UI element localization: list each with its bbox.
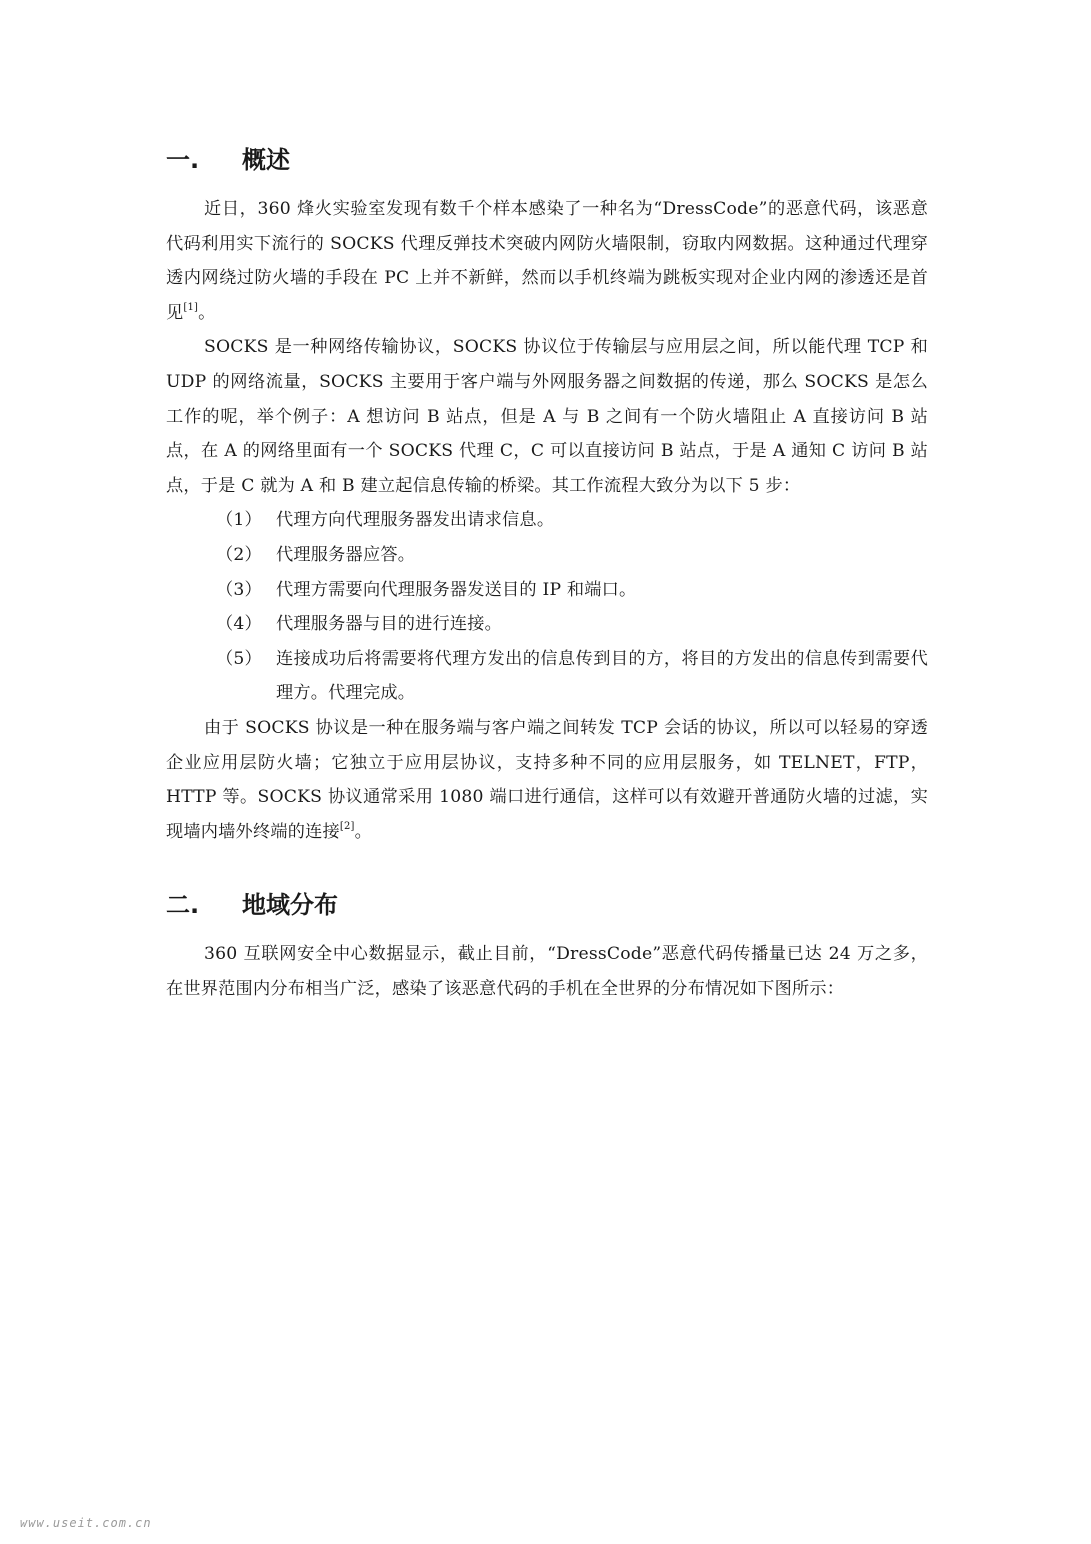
paragraph-socks-explanation: SOCKS 是一种网络传输协议，SOCKS 协议位于传输层与应用层之间，所以能代理 TCP 和 UDP 的网络流量，SOCKS 主要用于客户端与外网服务器之间数据的传递，那么 SOCKS 是怎么工作的呢，举个例子：A 想访问 B 站点，但是 A 与 B 之间有一个防火墙阻止 A 直接访问 B 站点，在 A 的网络里面有一个 SOCKS 代理 C，C 可以直接访问 B 站点，于是 A 通知 C 访问 B 站点，于是 C 就为 A 和 B 建立起信息传输的桥梁。其工作流程大致分为以下 5 步： [166,337,928,496]
list-item [166,642,928,711]
section-heading-distribution [166,885,928,925]
watermark: www.useit.com.cn [20,1516,152,1530]
paragraph-end: 。 [198,302,216,323]
step-index: （5） [216,648,262,669]
section-title: 概述 [242,146,290,174]
section-heading-overview [166,140,928,180]
step-text: 代理服务器应答。 [276,544,416,565]
list-item [166,607,928,642]
paragraph-distribution: 360 互联网安全中心数据显示，截止目前，“DressCode”恶意代码传播量已达 24 万之多，在世界范围内分布相当广泛，感染了该恶意代码的手机在全世界的分布情况如下图所示： [166,944,928,999]
document-page [166,140,928,1006]
paragraph-intro [166,192,928,330]
paragraph-socks-firewall [166,711,928,849]
section-number: 二. [166,891,200,920]
citation-ref[interactable]: [2] [339,820,355,832]
section-title: 地域分布 [242,891,338,920]
step-index: （2） [216,544,262,565]
step-text: 连接成功后将需要将代理方发出的信息传到目的方，将目的方发出的信息传到需要代理方。代理完成。 [276,648,928,704]
step-index: （3） [216,579,262,600]
step-text: 代理方向代理服务器发出请求信息。 [276,510,555,531]
list-item [166,538,928,573]
list-item [166,573,928,608]
steps-list [166,503,928,711]
step-text: 代理服务器与目的进行连接。 [276,614,503,635]
paragraph-text: 由于 SOCKS 协议是一种在服务端与客户端之间转发 TCP 会话的协议，所以可以轻易的穿透企业应用层防火墙；它独立于应用层协议，支持多种不同的应用层服务，如 TELNET，FTP，HTTP 等。SOCKS 协议通常采用 1080 端口进行通信，这样可以有效避开普通防火墙的过滤，实现墙内墙外终端的连接 [166,717,928,842]
citation-ref[interactable]: [1] [183,301,199,313]
list-item [166,503,928,538]
step-index: （4） [216,614,262,635]
step-text: 代理方需要向代理服务器发送目的 IP 和端口。 [276,579,637,600]
step-index: （1） [216,510,262,531]
paragraph-text: 近日，360 烽火实验室发现有数千个样本感染了一种名为“DressCode”的恶意代码，该恶意代码利用实下流行的 SOCKS 代理反弹技术突破内网防火墙限制，窃取内网数据。这种通过代理穿透内网绕过防火墙的手段在 PC 上并不新鲜，然而以手机终端为跳板实现对企业内网的渗透还是首见 [166,199,928,323]
paragraph-end: 。 [354,821,373,842]
section-number: 一. [166,146,200,174]
